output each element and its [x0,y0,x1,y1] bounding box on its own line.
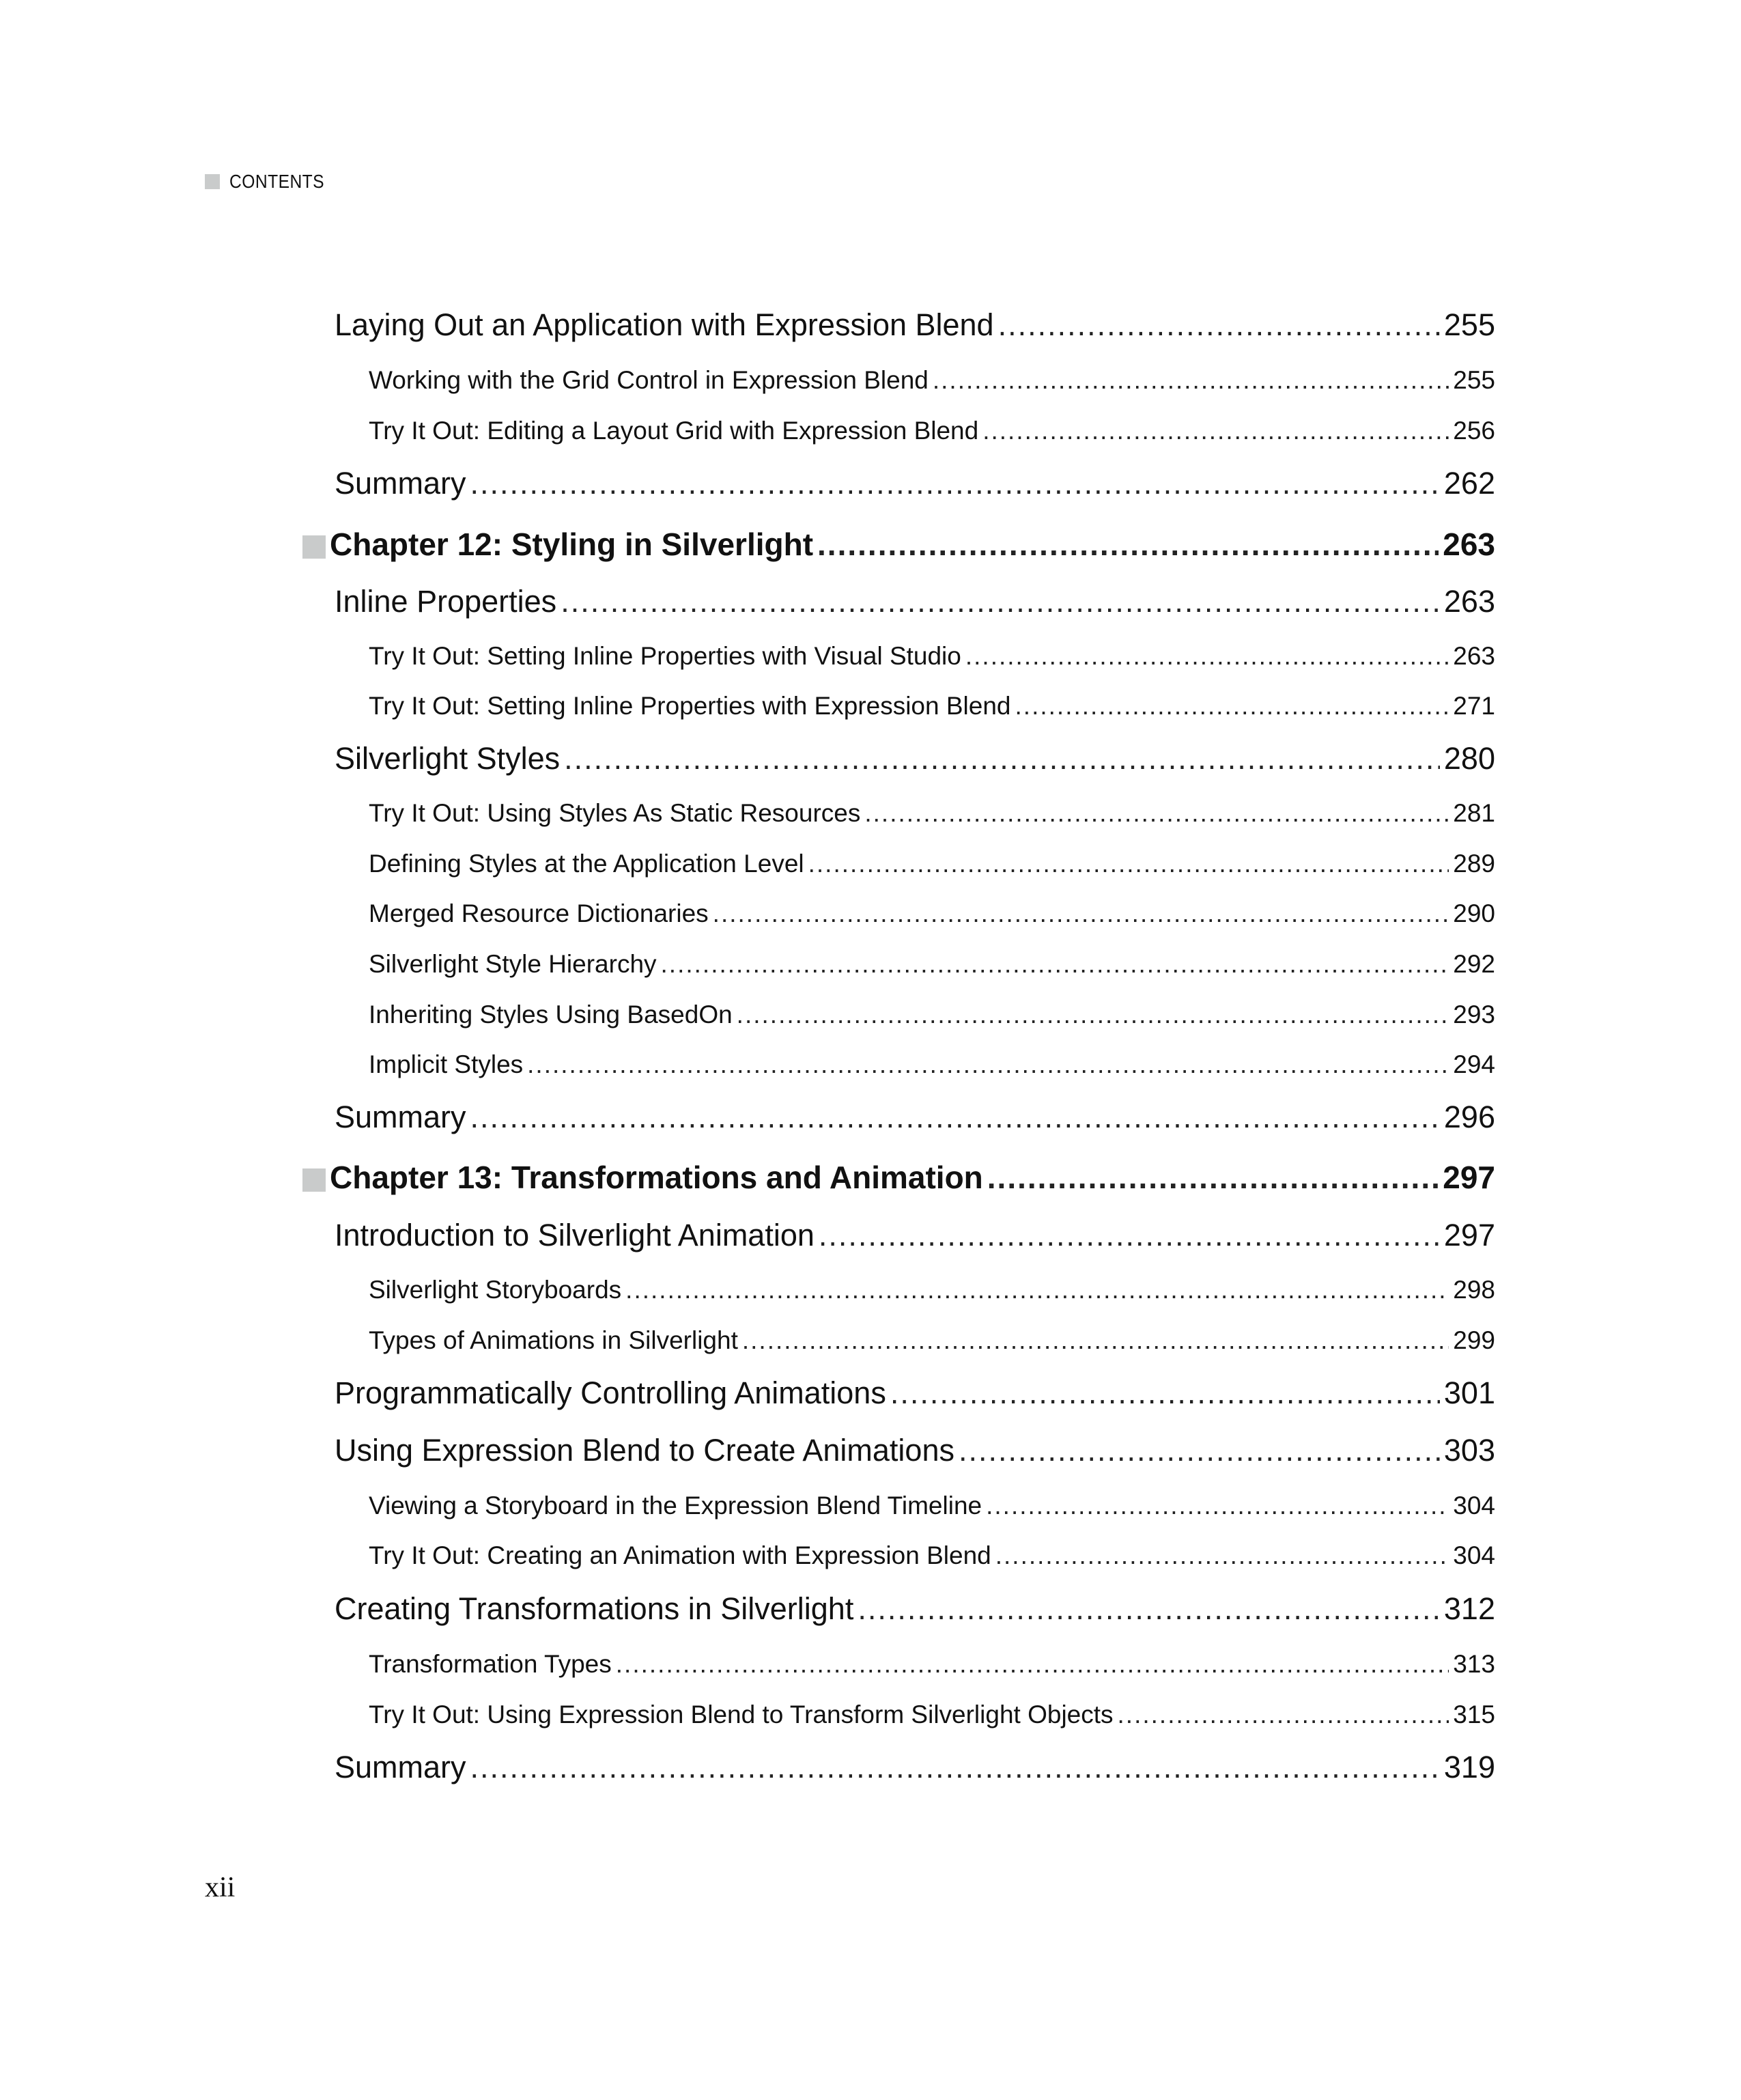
leader-dots [742,1326,1449,1355]
toc-entry[interactable] [369,1650,1495,1684]
leader-dots [713,899,1449,928]
leader-dots [561,584,1440,619]
leader-dots [470,1750,1440,1785]
toc-entry[interactable] [335,1591,1495,1632]
toc-entry[interactable] [369,1276,1495,1310]
leader-dots [959,1433,1440,1468]
toc-entry[interactable] [335,1375,1495,1416]
toc-entry[interactable] [335,741,1495,782]
toc-entry[interactable] [369,799,1495,833]
toc-entry-page: 289 [1453,850,1495,878]
leader-dots [864,799,1449,828]
toc-entry-title: Implicit Styles [369,1050,524,1078]
leader-dots [995,1541,1449,1570]
leader-dots [986,1492,1449,1520]
toc-entry-page: 255 [1443,307,1495,342]
page-number: xii [205,1872,236,1903]
toc-entry[interactable] [369,1326,1495,1360]
toc-entry[interactable] [369,642,1495,676]
leader-dots [933,366,1449,395]
toc-entry-page: 255 [1453,366,1495,394]
toc-entry-title: Try It Out: Editing a Layout Grid with Expression Blend [369,417,979,445]
toc-entry[interactable] [369,899,1495,934]
leader-dots [982,417,1449,445]
toc-entry-page: 304 [1453,1492,1495,1520]
toc-entry-page: 315 [1453,1700,1495,1728]
leader-dots [1015,692,1449,720]
toc-entry-title: Working with the Grid Control in Expression Blend [369,366,929,394]
toc-entry-page: 298 [1453,1276,1495,1304]
toc-entry-title: Try It Out: Setting Inline Properties with Expression Blend [369,692,1011,720]
toc-entry[interactable] [369,850,1495,884]
toc-entry-title: Viewing a Storyboard in the Expression Blend Timeline [369,1492,982,1520]
toc-entry-title: Inheriting Styles Using BasedOn [369,1000,733,1028]
toc-chapter[interactable] [302,526,1495,568]
toc-entry-page: 299 [1453,1326,1495,1354]
toc-entry-page: 262 [1443,466,1495,501]
toc-entry-page: 297 [1443,1218,1495,1252]
toc-entry[interactable] [335,1100,1495,1140]
toc-entry[interactable] [369,1492,1495,1526]
toc-entry-page: 263 [1443,584,1495,619]
toc-entry[interactable] [369,1700,1495,1735]
leader-dots [998,307,1440,343]
toc-entry-title: Defining Styles at the Application Level [369,850,804,878]
toc-entry-page: 271 [1453,692,1495,720]
leader-dots [1118,1700,1449,1729]
leader-dots [890,1375,1440,1411]
toc-entry-page: 292 [1453,950,1495,978]
leader-dots [616,1650,1449,1679]
toc-entry[interactable] [369,692,1495,726]
toc-entry-title: Summary [335,1100,466,1134]
toc-entry-title: Transformation Types [369,1650,612,1678]
toc-entry-title: Laying Out an Application with Expression Blend [335,307,994,342]
toc-entry-title: Types of Animations in Silverlight [369,1326,738,1354]
toc-entry[interactable] [335,584,1495,625]
leader-dots [564,741,1440,776]
toc-entry-page: 319 [1443,1750,1495,1784]
toc-entry-title: Silverlight Styles [335,741,561,776]
toc-entry[interactable] [335,307,1495,348]
toc-entry[interactable] [369,417,1495,451]
leader-dots [470,466,1440,501]
toc-entry-title: Silverlight Style Hierarchy [369,950,657,978]
toc-entry-title: Chapter 12: Styling in Silverlight [330,527,814,562]
toc-entry-page: 301 [1443,1375,1495,1410]
toc-entry-page: 280 [1443,741,1495,776]
leader-dots [661,950,1449,979]
toc-entry-page: 296 [1443,1100,1495,1134]
toc-entry-title: Try It Out: Using Expression Blend to Transform Silverlight Objects [369,1700,1114,1728]
toc-entry-page: 297 [1443,1160,1495,1195]
leader-dots [965,642,1449,671]
toc-entry-page: 256 [1453,417,1495,445]
leader-dots [987,1159,1439,1196]
toc-entry-title: Using Expression Blend to Create Animations [335,1433,954,1468]
leader-dots [819,1218,1440,1253]
toc-entry-title: Try It Out: Setting Inline Properties with Visual Studio [369,642,961,670]
toc-entry-title: Silverlight Storyboards [369,1276,622,1304]
toc-entry-title: Creating Transformations in Silverlight [335,1591,854,1626]
toc-entry-page: 303 [1443,1433,1495,1468]
toc-entry-title: Programmatically Controlling Animations [335,1375,886,1410]
toc-entry[interactable] [369,950,1495,984]
toc-entry-title: Summary [335,466,466,501]
toc-entry-title: Try It Out: Creating an Animation with Expression Blend [369,1541,991,1569]
toc-entry-page: 312 [1443,1591,1495,1626]
toc-entry-page: 313 [1453,1650,1495,1678]
toc-entry[interactable] [369,366,1495,400]
toc-entry[interactable] [335,1750,1495,1791]
toc-entry[interactable] [369,1050,1495,1084]
leader-dots [817,526,1439,563]
leader-dots [858,1591,1440,1627]
chapter-square-icon [302,535,326,559]
header-label: CONTENTS [229,171,325,192]
chapter-square-icon [302,1168,326,1192]
toc-entry-page: 294 [1453,1050,1495,1078]
leader-dots [737,1000,1449,1029]
toc-entry-title: Introduction to Silverlight Animation [335,1218,815,1252]
toc-entry[interactable] [369,1541,1495,1576]
toc-entry-page: 293 [1453,1000,1495,1028]
toc-entry-page: 263 [1443,527,1495,562]
leader-dots [470,1100,1440,1135]
toc-entry-page: 281 [1453,799,1495,827]
toc-entry-title: Try It Out: Using Styles As Static Resources [369,799,861,827]
toc-entry[interactable] [335,466,1495,507]
toc-entry-page: 263 [1453,642,1495,670]
toc-entry[interactable] [335,1433,1495,1474]
toc-entry-title: Merged Resource Dictionaries [369,899,709,927]
toc-entry-title: Inline Properties [335,584,557,619]
leader-dots [808,850,1449,878]
toc-entry-page: 290 [1453,899,1495,927]
toc-entry[interactable] [335,1218,1495,1259]
toc-entry-title: Summary [335,1750,466,1784]
leader-dots [527,1050,1449,1079]
toc-chapter[interactable] [302,1159,1495,1201]
toc-entry[interactable] [369,1000,1495,1035]
toc-entry-page: 304 [1453,1541,1495,1569]
toc-entry-title: Chapter 13: Transformations and Animation [330,1160,983,1195]
leader-dots [625,1276,1449,1304]
